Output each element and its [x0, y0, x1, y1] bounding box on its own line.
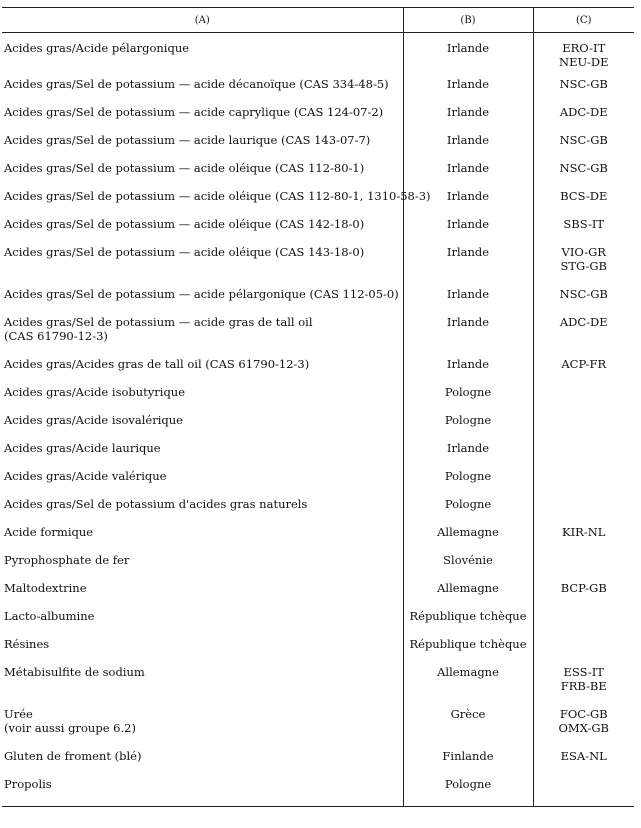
table-row: [2, 245, 634, 287]
applicant-code: NSC-GB: [559, 77, 608, 91]
applicant-code-cell: [533, 77, 634, 105]
member-state-cell: Slovénie: [403, 553, 533, 581]
substance-text: Acides gras/Acide laurique: [4, 441, 161, 455]
substance-text: Acides gras/Sel de potassium d'acides gras naturels: [4, 497, 308, 511]
substance-text: Lacto-albumine: [4, 609, 95, 623]
table-row: [2, 553, 634, 581]
applicant-code-cell: [533, 553, 634, 581]
table-row: [2, 665, 634, 707]
substance-text: Acides gras/Sel de potassium — acide caprylique (CAS 124-07-2): [4, 105, 384, 119]
table-row: [2, 749, 634, 777]
member-state-cell: Allemagne: [403, 581, 533, 609]
member-state-cell: Pologne: [403, 413, 533, 441]
applicant-code: NSC-GB: [559, 161, 608, 175]
member-state-cell: Irlande: [403, 133, 533, 161]
applicant-code-cell: [533, 315, 634, 357]
substance-cell: [2, 105, 403, 133]
table-row: [2, 133, 634, 161]
substance-cell: [2, 357, 403, 385]
applicant-code-cell: [533, 707, 634, 749]
member-state-cell: Allemagne: [403, 525, 533, 553]
member-state-cell: Pologne: [403, 777, 533, 807]
substance-cell: [2, 217, 403, 245]
substance-cell: [2, 315, 403, 357]
table-row: [2, 581, 634, 609]
table-row: [2, 189, 634, 217]
column-header-a: (A): [2, 8, 403, 33]
member-state-cell: Pologne: [403, 469, 533, 497]
applicant-code-cell: [533, 161, 634, 189]
applicant-code: BCP-GB: [560, 581, 607, 595]
applicant-code-cell: [533, 133, 634, 161]
substance-text: Acide formique: [4, 525, 94, 539]
member-state-cell: Irlande: [403, 77, 533, 105]
applicant-code-cell: [533, 441, 634, 469]
member-state-cell: Irlande: [403, 161, 533, 189]
applicant-code: NSC-GB: [559, 133, 608, 147]
member-state-cell: Irlande: [403, 33, 533, 78]
applicant-code-cell: [533, 469, 634, 497]
substance-text: Urée: [4, 707, 33, 721]
applicant-code: KIR-NL: [562, 525, 606, 539]
substance-cell: [2, 245, 403, 287]
member-state-cell: Irlande: [403, 245, 533, 287]
substance-cell: [2, 553, 403, 581]
substance-cell: [2, 707, 403, 749]
substance-text: Acides gras/Sel de potassium — acide pélargonique (CAS 112-05-0): [4, 287, 399, 301]
applicant-code: ADC-DE: [559, 315, 608, 329]
table-row: [2, 637, 634, 665]
applicant-code: NSC-GB: [559, 287, 608, 301]
applicant-code-cell: [533, 637, 634, 665]
applicant-code-cell: [533, 385, 634, 413]
substance-cell: [2, 497, 403, 525]
table-row: [2, 357, 634, 385]
member-state-cell: Pologne: [403, 497, 533, 525]
table-row: [2, 525, 634, 553]
applicant-code: FOC-GB: [559, 707, 608, 721]
table-row: [2, 105, 634, 133]
substance-cell: [2, 525, 403, 553]
applicant-code-cell: [533, 581, 634, 609]
table-row: [2, 441, 634, 469]
applicant-code-cell: [533, 749, 634, 777]
table-row: [2, 385, 634, 413]
table-row: [2, 707, 634, 749]
applicant-code: ACP-FR: [561, 357, 607, 371]
member-state-cell: Grèce: [403, 707, 533, 749]
substance-cell: [2, 133, 403, 161]
substance-text: Acides gras/Sel de potassium — acide oléique (CAS 112-80-1, 1310-58-3): [4, 189, 431, 203]
table-row: [2, 33, 634, 78]
applicant-code: ESA-NL: [560, 749, 607, 763]
applicant-code-cell: [533, 357, 634, 385]
substance-text: Acides gras/Acide isovalérique: [4, 413, 183, 427]
table-row: [2, 287, 634, 315]
table-row: [2, 315, 634, 357]
substance-text: Métabisulfite de sodium: [4, 665, 145, 679]
table-row: [2, 161, 634, 189]
substance-cell: [2, 161, 403, 189]
substance-cell: [2, 469, 403, 497]
applicant-code-cell: [533, 777, 634, 807]
substance-text: Acides gras/Sel de potassium — acide oléique (CAS 112-80-1): [4, 161, 365, 175]
table-row: [2, 77, 634, 105]
applicant-code: ESS-IT: [563, 665, 604, 679]
substance-cell: [2, 665, 403, 707]
applicant-code-cell: [533, 245, 634, 287]
applicant-code-cell: [533, 189, 634, 217]
member-state-cell: République tchèque: [403, 609, 533, 637]
table-row: [2, 609, 634, 637]
member-state-cell: Pologne: [403, 385, 533, 413]
substance-text: (CAS 61790-12-3): [4, 329, 108, 343]
substance-table: [2, 7, 634, 807]
column-header-c: (C): [533, 8, 634, 33]
substance-cell: [2, 581, 403, 609]
substance-cell: [2, 609, 403, 637]
table-row: [2, 469, 634, 497]
member-state-cell: Allemagne: [403, 665, 533, 707]
table-row: [2, 217, 634, 245]
substance-text: Acides gras/Sel de potassium — acide laurique (CAS 143-07-7): [4, 133, 371, 147]
member-state-cell: Irlande: [403, 441, 533, 469]
applicant-code-cell: [533, 497, 634, 525]
substance-text: Acides gras/Sel de potassium — acide décanoïque (CAS 334-48-5): [4, 77, 389, 91]
substance-text: Acides gras/Sel de potassium — acide gras de tall oil: [4, 315, 313, 329]
member-state-cell: Irlande: [403, 315, 533, 357]
applicant-code: FRB-BE: [560, 679, 607, 693]
substance-cell: [2, 637, 403, 665]
applicant-code: VIO-GR: [561, 245, 606, 259]
applicant-code: NEU-DE: [559, 55, 609, 69]
table-row: [2, 413, 634, 441]
applicant-code-cell: [533, 217, 634, 245]
substance-text: Acides gras/Acide pélargonique: [4, 41, 190, 55]
member-state-cell: Irlande: [403, 189, 533, 217]
substance-cell: [2, 413, 403, 441]
applicant-code: ADC-DE: [559, 105, 608, 119]
substance-cell: [2, 77, 403, 105]
applicant-code-cell: [533, 33, 634, 78]
member-state-cell: Irlande: [403, 287, 533, 315]
substance-cell: [2, 777, 403, 807]
header-row: [2, 8, 634, 33]
applicant-code-cell: [533, 413, 634, 441]
substance-text: Acides gras/Sel de potassium — acide oléique (CAS 143-18-0): [4, 245, 365, 259]
substance-text: Acides gras/Sel de potassium — acide oléique (CAS 142-18-0): [4, 217, 365, 231]
substance-text: (voir aussi groupe 6.2): [4, 721, 136, 735]
substance-text: Gluten de froment (blé): [4, 749, 142, 763]
substance-cell: [2, 749, 403, 777]
applicant-code: OMX-GB: [558, 721, 609, 735]
applicant-code: ERO-IT: [562, 41, 606, 55]
table-row: [2, 497, 634, 525]
substance-cell: [2, 189, 431, 217]
substance-text: Acides gras/Acide valérique: [4, 469, 167, 483]
substance-cell: [2, 441, 403, 469]
applicant-code-cell: [533, 525, 634, 553]
substance-text: Résines: [4, 637, 50, 651]
substance-cell: [2, 385, 403, 413]
applicant-code-cell: [533, 105, 634, 133]
table-row: [2, 777, 634, 807]
applicant-code-cell: [533, 287, 634, 315]
applicant-code-cell: [533, 609, 634, 637]
substance-text: Acides gras/Acide isobutyrique: [4, 385, 186, 399]
substance-text: Maltodextrine: [4, 581, 87, 595]
member-state-cell: Irlande: [403, 357, 533, 385]
applicant-code: STG-GB: [560, 259, 607, 273]
member-state-cell: République tchèque: [403, 637, 533, 665]
substance-text: Acides gras/Acides gras de tall oil (CAS 61790-12-3): [4, 357, 310, 371]
applicant-code: SBS-IT: [563, 217, 605, 231]
substance-cell: [2, 287, 403, 315]
substance-cell: [2, 33, 403, 78]
member-state-cell: Irlande: [403, 105, 533, 133]
applicant-code-cell: [533, 665, 634, 707]
member-state-cell: Irlande: [403, 217, 533, 245]
applicant-code: BCS-DE: [560, 189, 608, 203]
substance-text: Propolis: [4, 777, 52, 791]
column-header-b: (B): [403, 8, 533, 33]
member-state-cell: Finlande: [403, 749, 533, 777]
substance-text: Pyrophosphate de fer: [4, 553, 130, 567]
